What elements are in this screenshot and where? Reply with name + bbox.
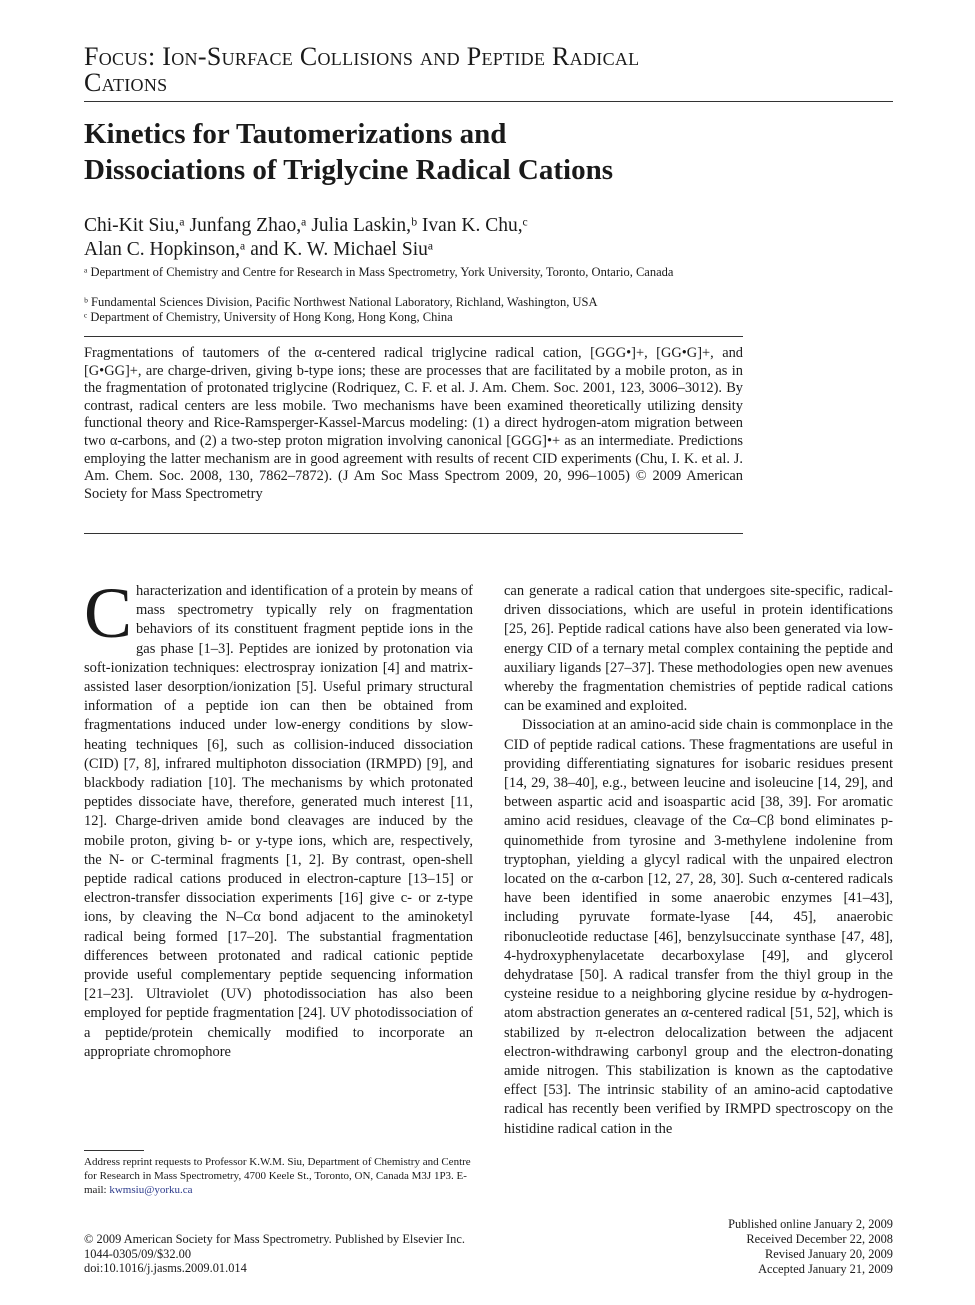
title-line2: Dissociations of Triglycine Radical Cations — [84, 154, 613, 186]
email-link[interactable]: kwmsiu@yorku.ca — [109, 1184, 193, 1196]
received-date: Received December 22, 2008 — [746, 1232, 893, 1246]
right-column-paragraph-1: can generate a radical cation that undergoes site-specific, radical-driven dissociations, which are useful in protein identifications [25, 26]. Peptide radical cations have also been generated via low-energy CID of a ternary metal complex containing the peptide and auxiliary ligands [27–37]. These methodologies open new avenues whereby the fragmentation chemistries of peptide radical cations can be examined and exploited. — [504, 583, 893, 715]
affiliation-b: ᵇ Fundamental Sciences Division, Pacific Northwest National Laboratory, Richland, Washington, USA — [84, 295, 598, 309]
section-header — [84, 44, 904, 96]
section-header-line1: Focus: Ion-Surface Collisions and Peptide Radical — [84, 42, 640, 71]
body-left-column — [84, 573, 473, 1062]
abstract-bottom-rule — [84, 533, 743, 534]
article-title — [84, 116, 884, 188]
footnote-text: Address reprint requests to Professor K.W.M. Siu, Department of Chemistry and Centre for Research in Mass Spectrometry, 4700 Keele St., Toronto, ON, Canada M3J 1P3. E-mail: — [84, 1156, 471, 1196]
left-column-text: haracterization and identification of a protein by means of mass spectrometry typically rely on fragmentation behaviors of its constituent fragment peptide ions in the gas phase [1–3]. Peptides are ionized by protonation via soft-ionization techniques: electrospray ionization [4] and matrix-assisted laser desorption/ionization [5]. Useful primary structural information of a peptide ion can then be obtained from fragmentations induced under low-energy conditions by slow-heating techniques [6], such as collision-induced dissociation (CID) [7, 8], infrared multiphoton dissociation (IRMPD) [9], and blackbody radiation [10]. The mechanisms by which protonated peptides dissociate have, therefore, generated much interest [11, 12]. Charge-driven amide bond cleavages are induced by the mobile proton, giving b- or y-type ions, which are, respectively, the N- or C-terminal fragments [1, 2]. By contrast, open-shell peptide radical cations produced in electron-capture [13–15] or electron-transfer dissociation experiments [16] give c- or z-type ions, by cleaving the N–Cα bond adjacent to the aminoketyl radical being formed [17–20]. The substantial fragmentation differences between protonated and radical cationic peptide provide useful complementary peptide sequencing information [21–23]. Ultraviolet (UV) photodissociation has also been employed for peptide fragmentation [24]. UV photodissociation of a peptide/protein chemically modified to incorporate an appropriate chromophore — [84, 583, 473, 1060]
dates-block — [593, 1217, 893, 1277]
abstract-top-rule — [84, 336, 743, 337]
abstract: Fragmentations of tautomers of the α-centered radical triglycine radical cation, [GGG•]+, [GG•G]+, and [G•GG]+, are charge-driven, giving b-type ions; these are processes that are facilitated by a mobile proton, as in the fragmentation of protonated triglycine (Rodriquez, C. F. et al. J. Am. Chem. Soc. 2001, 123, 3006–3012). By contrast, radical centers are less mobile. Two mechanisms have been examined theoretically utilizing density functional theory and Rice-Ramsperger-Kassel-Marcus modeling: (1) a direct hydrogen-atom migration between two α-carbons, and (2) a two-step proton migration involving canonical [GGG]•+ as an intermediate. Predictions employing the latter mechanism are in good agreement with results of recent CID experiments (Chu, I. K. et al. J. Am. Chem. Soc. 2008, 130, 7862–7872). (J Am Soc Mass Spectrom 2009, 20, 996–1005) © 2009 American Society for Mass Spectrometry — [84, 345, 743, 502]
affiliation-c: ᶜ Department of Chemistry, University of Hong Kong, Hong Kong, China — [84, 310, 453, 324]
footnote-rule — [84, 1150, 144, 1151]
doi-line: doi:10.1016/j.jasms.2009.01.014 — [84, 1261, 247, 1275]
header-rule — [84, 101, 893, 102]
authors-line2: Alan C. Hopkinson,ᵃ and K. W. Michael Siuᵃ — [84, 239, 434, 260]
copyright-block — [84, 1232, 564, 1276]
drop-cap: C — [84, 573, 133, 653]
correspondence-footnote — [84, 1155, 474, 1197]
title-line1: Kinetics for Tautomerizations and — [84, 118, 507, 150]
right-column-paragraph-2: Dissociation at an amino-acid side chain is commonplace in the CID of peptide radical cations. These fragmentations are useful in providing differentiating signatures for isobaric residues present [14, 29, 38–40], e.g., between leucine and isoleucine [14, 29], and between aspartic acid and isoaspartic acid [38, 39]. For aromatic amino acid residues, cleavage of the Cα–Cβ bond eliminates p-quinomethide from tyrosine and 3-methylene indolenine from tryptophan, yielding a glycyl radical with the unpaired electron located on the α-carbon [12, 27, 28, 30]. Such α-centered radicals have been identified in some anaerobic enzymes [41–43], including pyruvate formate-lyase [44, 45], anaerobic ribonucleotide reductase [46], benzylsuccinate synthase [47, 48], 4-hydroxyphenylacetate decarboxylase [49], and glycerol dehydratase [50]. A radical transfer from the thiyl group in the cysteine residue to a neighboring glycine residue by α-hydrogen-atom abstraction generates an α-centered radical [51, 52], which is stabilized by π-electron delocalization between the adjacent electron-withdrawing carbonyl group and the electron-donating amide nitrogen. This stabilization is known as the captodative effect [53]. The intrinsic stability of an amino-acid captodative radical has recently been verified by IRMPD spectroscopy on the histidine radical cation in the — [504, 717, 893, 1137]
affiliation-a: ᵃ Department of Chemistry and Centre for Research in Mass Spectrometry, York University, Toronto, Ontario, Canada — [84, 265, 674, 279]
published-date: Published online January 2, 2009 — [728, 1217, 893, 1231]
copyright-line: © 2009 American Society for Mass Spectrometry. Published by Elsevier Inc. — [84, 1232, 465, 1246]
body-right-column — [504, 582, 893, 1139]
section-header-line2: Cations — [84, 68, 168, 97]
author-list — [84, 214, 784, 262]
revised-date: Revised January 20, 2009 — [764, 1247, 893, 1261]
authors-line1: Chi-Kit Siu,ᵃ Junfang Zhao,ᵃ Julia Laskin,ᵇ Ivan K. Chu,ᶜ — [84, 215, 528, 236]
accepted-date: Accepted January 21, 2009 — [758, 1262, 893, 1276]
issn-line: 1044-0305/09/$32.00 — [84, 1246, 192, 1261]
